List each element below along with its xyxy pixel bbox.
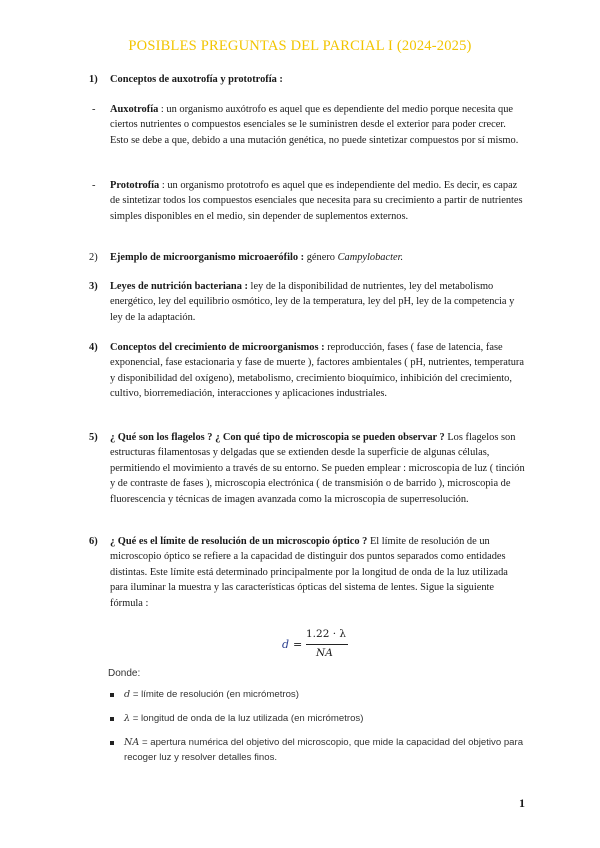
bullet-icon xyxy=(110,741,114,745)
auxotrofia-paragraph: Auxotrofía : un organismo auxótrofo es aquel que es dependiente del medio porque necesita que ciertos nutrientes o compuestos esenciales se le suministren desde el exterior para poder crecer. Esto se debe a que, debido a una mutación genética, no puede sintetizar compuestos por sí mismo. xyxy=(110,104,519,146)
definition-item: NA = apertura numérica del objetivo del microscopio, que mide la capacidad del objetivo para recoger luz y resolver detalles finos. xyxy=(124,737,524,763)
page-number: 1 xyxy=(519,796,525,810)
dash-bullet: - xyxy=(92,180,96,191)
page-title: POSIBLES PREGUNTAS DEL PARCIAL I (2024-2025) xyxy=(128,38,472,54)
question-6-paragraph: ¿ Qué es el límite de resolución de un microscopio óptico ? El límite de resolución de un microscopio óptico se refiere a la capacidad de distinguir dos puntos separados como entidades distintas. Este límite está determinado principalmente por la longitud de onda de la luz utilizada para iluminar la muestra y las características ópticas del sistema de lentes. Sigue la siguiente fórmula : xyxy=(110,536,508,609)
question-2-paragraph: Ejemplo de microorganismo microaerófilo : género Campylobacter. xyxy=(110,252,404,263)
question-1-heading: Conceptos de auxotrofía y prototrofía : xyxy=(110,74,283,85)
fraction-bar xyxy=(306,644,348,645)
formula-equals: = xyxy=(293,638,303,651)
bullet-icon xyxy=(110,693,114,697)
formula-numerator: 1.22 · λ xyxy=(306,628,347,640)
question-4-number: 4) xyxy=(89,342,98,353)
dash-bullet: - xyxy=(92,104,96,115)
question-4-paragraph: Conceptos del crecimiento de microorganismos : reproducción, fases ( fase de latencia, fase exponencial, fase estacionaria y fase de muerte ), factores ambientales ( pH, nutrientes, temperatura y disponibilidad del oxígeno), metabolismo, crecimiento bioquímico, inhibición del crecimiento, cultivo, biorremediación, interacciones y aplicaciones industriales. xyxy=(110,342,524,400)
question-3-paragraph: Leyes de nutrición bacteriana : ley de la disponibilidad de nutrientes, ley del metabolismo energético, ley del equilibrio osmótico, ley de la temperatura, ley del pH, ley de la competencia y ley de la adaptación. xyxy=(110,281,515,323)
bullet-icon xyxy=(110,717,114,721)
definition-item: λ = longitud de onda de la luz utilizada (en micrómetros) xyxy=(124,713,364,724)
prototrofia-paragraph: Prototrofía : un organismo prototrofo es aquel que es independiente del medio. Es decir, es capaz de sintetizar todos los compuestos esenciales que necesita para su crecimiento a partir de nutrientes simples disponibles en el medio, sin depender de suplementos externos. xyxy=(110,180,523,222)
donde-label: Donde: xyxy=(108,668,141,679)
question-3-number: 3) xyxy=(89,281,98,292)
formula-lhs: d xyxy=(282,638,290,651)
question-2-number: 2) xyxy=(89,252,98,263)
resolution-formula xyxy=(282,628,362,664)
question-1-number: 1) xyxy=(89,74,98,85)
formula-denominator: NA xyxy=(316,647,333,659)
question-5-paragraph: ¿ Qué son los flagelos ? ¿ Con qué tipo de microscopia se pueden observar ? Los flagelos son estructuras filamentosas y delgadas que se extienden desde la superficie de algunas células, permitiendo el movimiento a través de su entorno. Se pueden emplear : microscopia de luz ( tinción y de contraste de fases ), microscopia electrónica ( de transmisión o de barrido ), microscopia de fluorescencia y técnicas de imagen avanzada como la microscopia de superresolución. xyxy=(110,432,525,505)
question-6-number: 6) xyxy=(89,536,98,547)
question-5-number: 5) xyxy=(89,432,98,443)
definition-item: d = límite de resolución (en micrómetros) xyxy=(124,689,299,700)
